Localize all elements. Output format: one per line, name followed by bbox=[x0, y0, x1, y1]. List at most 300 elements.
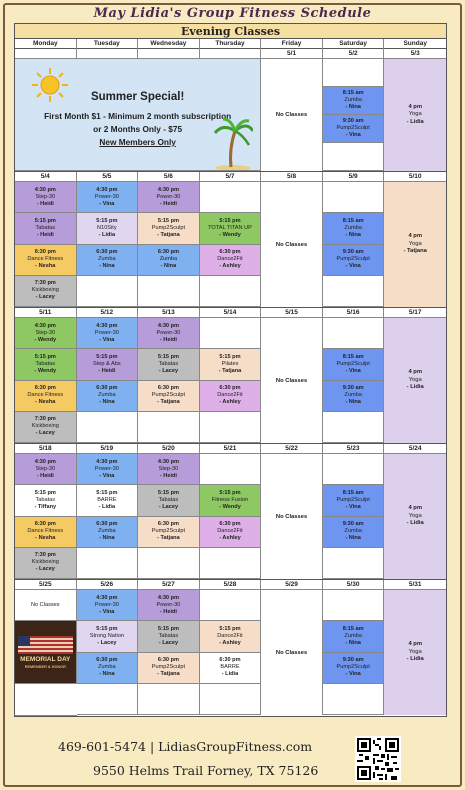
empty-cell bbox=[323, 548, 385, 579]
class-instructor: - Vina bbox=[99, 336, 115, 343]
class-instructor: - Vina bbox=[345, 503, 361, 510]
class-name: Step-30 bbox=[158, 465, 179, 472]
class-time: 6:30 pm bbox=[157, 385, 179, 392]
class-instructor: - Nina bbox=[345, 639, 361, 646]
class-name: N10Sity bbox=[97, 224, 117, 231]
no-classes-label: No Classes bbox=[275, 241, 308, 248]
week-row bbox=[15, 308, 446, 444]
flag-icon bbox=[18, 636, 73, 654]
class-instructor: - Nina bbox=[345, 103, 361, 110]
class-instructor: - Tatjana bbox=[157, 535, 180, 542]
class-cell[interactable] bbox=[77, 653, 139, 684]
class-name: Zumba bbox=[98, 664, 116, 671]
class-time: 5:15 pm bbox=[157, 353, 179, 360]
class-time: 9:30 am bbox=[342, 521, 364, 528]
class-instructor: - Wendy bbox=[219, 503, 241, 510]
class-time: 8:15 am bbox=[342, 217, 364, 224]
class-instructor: - Vina bbox=[345, 131, 361, 138]
class-instructor: - Nina bbox=[345, 399, 361, 406]
date-cell: 5/10 bbox=[384, 172, 446, 182]
class-name: Kickboxing bbox=[31, 559, 59, 566]
no-classes-label: No Classes bbox=[30, 601, 60, 608]
class-time: 5:15 pm bbox=[219, 489, 241, 496]
date-cell: 5/9 bbox=[323, 172, 385, 182]
week-row bbox=[15, 444, 446, 580]
saturday-class-cell[interactable] bbox=[323, 485, 385, 516]
class-time: 5:15 pm bbox=[219, 353, 241, 360]
class-instructor: - Ashley bbox=[219, 639, 241, 646]
empty-cell bbox=[200, 684, 262, 715]
empty-cell bbox=[323, 182, 385, 213]
class-cell[interactable] bbox=[138, 454, 200, 485]
class-cell[interactable] bbox=[15, 454, 77, 485]
date-cell: 5/12 bbox=[77, 308, 139, 318]
class-name: Zumba bbox=[344, 392, 362, 399]
class-time: 4:30 pm bbox=[157, 458, 179, 465]
friday-no-classes bbox=[261, 59, 323, 171]
class-instructor: - Tatjana bbox=[218, 367, 242, 374]
page-title: May Lidia's Group Fitness Schedule bbox=[93, 6, 372, 21]
date-cell: 5/11 bbox=[15, 308, 77, 318]
class-instructor: - Nina bbox=[345, 231, 361, 238]
class-name: Dance Fitness bbox=[27, 256, 64, 263]
empty-cell bbox=[200, 548, 262, 579]
saturday-class-cell[interactable] bbox=[323, 115, 385, 143]
sunday-yoga-cell[interactable] bbox=[384, 318, 446, 443]
schedule-subtitle: Evening Classes bbox=[15, 24, 446, 39]
date-cell: 5/14 bbox=[200, 308, 262, 318]
class-instructor: - Vina bbox=[99, 472, 115, 479]
class-instructor: - Heidi bbox=[36, 231, 54, 238]
class-time: 4 pm bbox=[408, 233, 422, 240]
class-time: 4:30 pm bbox=[96, 186, 118, 193]
class-time: 6:30 pm bbox=[219, 249, 241, 256]
sunday-yoga-cell[interactable] bbox=[384, 590, 446, 715]
promo-heading: Summer Special! bbox=[90, 91, 185, 103]
class-cell[interactable] bbox=[200, 213, 262, 244]
class-name: Power-30 bbox=[156, 193, 181, 200]
class-time: 4:30 pm bbox=[34, 322, 56, 329]
class-time: 5:15 pm bbox=[219, 625, 241, 632]
class-name: Pump2Sculpt bbox=[151, 664, 186, 671]
date-cell: 5/6 bbox=[138, 172, 200, 182]
class-time: 4:30 pm bbox=[157, 322, 179, 329]
class-cell[interactable] bbox=[138, 485, 200, 516]
saturday-class-cell[interactable] bbox=[323, 621, 385, 652]
class-instructor: - Lacey bbox=[35, 430, 55, 437]
friday-no-classes bbox=[261, 182, 323, 307]
class-instructor: - Ashley bbox=[219, 399, 241, 406]
class-name: Step-30 bbox=[35, 329, 56, 336]
class-instructor: - Vina bbox=[345, 671, 361, 678]
class-time: 6:30 pm bbox=[219, 657, 241, 664]
class-instructor: - Heidi bbox=[159, 336, 177, 343]
class-name: Power-30 bbox=[156, 601, 181, 608]
date-cell: 5/27 bbox=[138, 580, 200, 590]
class-cell[interactable] bbox=[15, 318, 77, 349]
no-classes-label: No Classes bbox=[275, 112, 308, 118]
footer-contact: 469-601-5474 | LidiasGroupFitness.com bbox=[58, 739, 313, 754]
promo-line-2: or 2 Months Only - $75 bbox=[93, 124, 183, 134]
class-cell[interactable] bbox=[15, 548, 77, 579]
date-cell: 5/20 bbox=[138, 444, 200, 454]
class-time: 4 pm bbox=[408, 103, 422, 110]
date-cell: 5/22 bbox=[261, 444, 323, 454]
class-instructor: - Tatjana bbox=[157, 671, 180, 678]
class-instructor: - Heidi bbox=[36, 472, 54, 479]
memorial-caption: REMEMBER & HONOR bbox=[24, 664, 66, 669]
date-cell bbox=[200, 49, 262, 59]
class-cell[interactable] bbox=[138, 653, 200, 684]
class-instructor: - Heidi bbox=[159, 200, 177, 207]
day-header-saturday: Saturday bbox=[323, 39, 385, 49]
class-time: 7:30 pm bbox=[34, 416, 56, 423]
class-time: 7:30 pm bbox=[34, 552, 56, 559]
date-cell bbox=[138, 49, 200, 59]
class-name: Power-30 bbox=[94, 465, 119, 472]
class-cell[interactable] bbox=[77, 454, 139, 485]
class-instructor: - Vina bbox=[345, 367, 361, 374]
day-header-thursday: Thursday bbox=[200, 39, 262, 49]
class-name: Dance2Fit bbox=[217, 392, 243, 399]
class-time: 6:30 pm bbox=[157, 657, 179, 664]
class-name: Pump2Sculpt bbox=[151, 392, 186, 399]
no-classes-cell bbox=[15, 590, 77, 621]
footer-address: 9550 Helms Trail Forney, TX 75126 bbox=[93, 763, 319, 778]
class-name: Dance2Fit bbox=[217, 256, 243, 263]
saturday-class-cell[interactable] bbox=[323, 87, 385, 115]
class-time: 5:15 pm bbox=[96, 217, 118, 224]
class-instructor: - Heidi bbox=[36, 200, 54, 207]
class-time: 6:30 pm bbox=[34, 249, 56, 256]
empty-cell bbox=[323, 412, 385, 443]
class-instructor: - Wendy bbox=[34, 336, 57, 343]
class-instructor: - Lidia bbox=[406, 118, 424, 125]
class-name: Pump2Sculpt bbox=[336, 256, 370, 263]
class-name: Yoga bbox=[408, 240, 422, 247]
date-cell: 5/31 bbox=[384, 580, 446, 590]
saturday-class-cell[interactable] bbox=[323, 381, 385, 412]
class-instructor: - Heidi bbox=[159, 608, 177, 615]
class-time: 6:30 pm bbox=[219, 385, 241, 392]
class-time: 8:15 am bbox=[342, 625, 364, 632]
class-time: 4:30 pm bbox=[34, 458, 56, 465]
summer-special-promo bbox=[15, 59, 261, 171]
date-cell: 5/7 bbox=[200, 172, 262, 182]
class-name: Strong Nation bbox=[89, 632, 124, 639]
class-cell[interactable] bbox=[138, 621, 200, 652]
date-cell bbox=[77, 49, 139, 59]
sunday-yoga-cell[interactable] bbox=[384, 59, 446, 171]
class-name: Power-30 bbox=[156, 329, 181, 336]
date-cell: 5/5 bbox=[77, 172, 139, 182]
class-name: Pilates bbox=[221, 360, 239, 367]
class-time: 5:15 pm bbox=[96, 489, 118, 496]
class-name: Pump2Sculpt bbox=[336, 125, 370, 131]
week-row bbox=[15, 49, 446, 172]
date-cell: 5/24 bbox=[384, 444, 446, 454]
class-time: 6:30 pm bbox=[96, 657, 118, 664]
class-cell[interactable] bbox=[77, 349, 139, 380]
class-name: Tabatas bbox=[158, 496, 179, 503]
date-cell: 5/2 bbox=[323, 49, 385, 59]
class-instructor: - Ashley bbox=[219, 263, 241, 270]
class-cell[interactable] bbox=[138, 517, 200, 548]
class-time: 5:15 pm bbox=[34, 353, 56, 360]
qr-code-icon[interactable] bbox=[355, 736, 401, 782]
class-cell[interactable] bbox=[77, 381, 139, 412]
date-cell: 5/4 bbox=[15, 172, 77, 182]
class-instructor: - Lacey bbox=[158, 503, 179, 510]
class-instructor: - Heidi bbox=[159, 472, 177, 479]
empty-cell bbox=[77, 276, 139, 307]
class-cell[interactable] bbox=[15, 412, 77, 443]
class-instructor: - Wendy bbox=[34, 367, 57, 374]
week-row bbox=[15, 172, 446, 308]
class-cell[interactable] bbox=[138, 590, 200, 621]
saturday-class-cell[interactable] bbox=[323, 245, 385, 276]
class-time: 6:30 pm bbox=[157, 521, 179, 528]
empty-cell bbox=[323, 318, 385, 349]
empty-cell bbox=[138, 276, 200, 307]
day-header-monday: Monday bbox=[15, 39, 77, 49]
class-time: 7:30 pm bbox=[34, 280, 56, 287]
date-cell: 5/8 bbox=[261, 172, 323, 182]
class-cell[interactable] bbox=[138, 349, 200, 380]
day-header-sunday: Sunday bbox=[403, 40, 427, 47]
class-cell[interactable] bbox=[77, 485, 139, 516]
class-instructor: - Lidia bbox=[406, 520, 424, 527]
empty-cell bbox=[138, 684, 200, 715]
class-cell[interactable] bbox=[15, 182, 77, 213]
saturday-class-cell[interactable] bbox=[323, 349, 385, 380]
empty-cell bbox=[200, 182, 262, 213]
class-name: Step-30 bbox=[35, 465, 56, 472]
class-time: 6:30 pm bbox=[34, 385, 56, 392]
class-instructor: - Lidia bbox=[406, 384, 424, 391]
class-time: 5:15 pm bbox=[157, 489, 179, 496]
class-instructor: - Lacey bbox=[35, 566, 55, 573]
class-instructor: - Lacey bbox=[35, 294, 55, 301]
class-time: 4 pm bbox=[408, 505, 422, 512]
no-classes-label: No Classes bbox=[275, 649, 308, 656]
empty-cell bbox=[323, 59, 385, 87]
class-name: Pump2Sculpt bbox=[151, 224, 186, 231]
class-instructor: - Nina bbox=[160, 263, 177, 270]
day-header-friday: Friday bbox=[261, 39, 323, 49]
class-time: 4 pm bbox=[408, 641, 422, 648]
class-name: Zumba bbox=[344, 528, 362, 535]
date-cell: 5/18 bbox=[15, 444, 77, 454]
empty-cell bbox=[200, 318, 262, 349]
empty-cell bbox=[323, 454, 385, 485]
class-cell[interactable] bbox=[15, 485, 77, 516]
empty-cell bbox=[200, 454, 262, 485]
class-name: TOTAL TITAN UP bbox=[208, 224, 252, 231]
class-time: 8:15 am bbox=[342, 353, 364, 360]
class-cell[interactable] bbox=[15, 349, 77, 380]
class-name: Zumba bbox=[98, 528, 116, 535]
class-name: Power-30 bbox=[94, 193, 119, 200]
class-time: 6:30 pm bbox=[157, 249, 179, 256]
class-instructor: - Vina bbox=[99, 608, 115, 615]
class-instructor: - Nina bbox=[99, 263, 115, 270]
class-cell[interactable] bbox=[15, 245, 77, 276]
promo-line-1: First Month $1 - Minimum 2 month subscription bbox=[44, 111, 232, 121]
sunday-yoga-cell[interactable] bbox=[384, 182, 446, 307]
date-cell: 5/1 bbox=[261, 49, 323, 59]
date-cell: 5/3 bbox=[384, 49, 446, 59]
class-name: Yoga bbox=[408, 111, 422, 118]
class-instructor: - Lacey bbox=[158, 639, 179, 646]
class-name: Fitness Fusion bbox=[211, 496, 249, 503]
class-instructor: - Lidia bbox=[98, 231, 116, 238]
class-name: Step-30 bbox=[35, 193, 56, 200]
class-cell[interactable] bbox=[138, 381, 200, 412]
date-cell: 5/15 bbox=[261, 308, 323, 318]
class-time: 6:30 pm bbox=[96, 385, 118, 392]
class-time: 8:15 am bbox=[342, 489, 364, 496]
empty-cell bbox=[15, 715, 77, 716]
promo-line-3: New Members Only bbox=[99, 137, 176, 147]
class-time: 5:15 pm bbox=[34, 217, 56, 224]
class-name: Zumba bbox=[98, 256, 116, 263]
class-cell[interactable] bbox=[200, 517, 262, 548]
date-cell: 5/28 bbox=[200, 580, 262, 590]
class-instructor: - Vina bbox=[345, 263, 361, 270]
class-name: Tabatas bbox=[35, 496, 56, 503]
date-cell: 5/16 bbox=[323, 308, 385, 318]
empty-cell bbox=[77, 412, 139, 443]
class-instructor: - Vina bbox=[99, 200, 115, 207]
date-cell: 5/23 bbox=[323, 444, 385, 454]
class-cell[interactable] bbox=[77, 182, 139, 213]
class-instructor: - Wendy bbox=[219, 231, 241, 238]
palm-tree-icon bbox=[213, 117, 253, 171]
class-name: Tabatas bbox=[35, 360, 56, 367]
class-time: 5:15 pm bbox=[157, 625, 179, 632]
class-name: Zumba bbox=[98, 392, 116, 399]
class-instructor: - Tatjana bbox=[403, 248, 427, 255]
class-instructor: - Nesha bbox=[35, 263, 56, 270]
class-name: Kickboxing bbox=[31, 423, 59, 430]
class-time: 5:15 pm bbox=[96, 353, 118, 360]
class-name: Yoga bbox=[408, 512, 422, 519]
class-cell[interactable] bbox=[200, 621, 262, 652]
class-instructor: - Lacey bbox=[97, 639, 117, 646]
class-instructor: - Lidia bbox=[221, 671, 239, 678]
class-instructor: - Tatjana bbox=[157, 399, 180, 406]
no-classes-label: No Classes bbox=[275, 377, 308, 384]
empty-cell bbox=[138, 548, 200, 579]
class-time: 9:30 am bbox=[342, 249, 364, 256]
class-time: 5:15 pm bbox=[96, 625, 118, 632]
class-time: 4:30 pm bbox=[157, 594, 179, 601]
class-cell[interactable] bbox=[200, 653, 262, 684]
class-cell[interactable] bbox=[200, 381, 262, 412]
class-instructor: - Ashley bbox=[219, 535, 241, 542]
class-name: Pump2Sculpt bbox=[336, 360, 370, 367]
class-instructor: - Tatjana bbox=[157, 231, 180, 238]
class-cell[interactable] bbox=[138, 213, 200, 244]
class-name: Step & Abs bbox=[93, 360, 121, 367]
class-cell[interactable] bbox=[15, 517, 77, 548]
class-cell[interactable] bbox=[138, 245, 200, 276]
day-header-tuesday: Tuesday bbox=[77, 39, 139, 49]
memorial-day-banner bbox=[15, 621, 77, 684]
class-cell[interactable] bbox=[77, 318, 139, 349]
class-name: Zumba bbox=[344, 224, 362, 231]
saturday-class-cell[interactable] bbox=[323, 653, 385, 684]
empty-cell bbox=[323, 590, 385, 621]
class-cell[interactable] bbox=[138, 182, 200, 213]
class-cell[interactable] bbox=[200, 349, 262, 380]
class-cell[interactable] bbox=[15, 213, 77, 244]
class-name: Zumba bbox=[344, 97, 362, 103]
class-cell[interactable] bbox=[200, 485, 262, 516]
class-name: BARRE bbox=[220, 664, 240, 671]
class-cell[interactable] bbox=[200, 245, 262, 276]
class-time: 4:30 pm bbox=[34, 186, 56, 193]
class-time: 6:30 pm bbox=[96, 249, 118, 256]
class-time: 6:30 pm bbox=[219, 521, 241, 528]
class-time: 6:30 pm bbox=[96, 521, 118, 528]
class-cell[interactable] bbox=[15, 276, 77, 307]
class-cell[interactable] bbox=[77, 213, 139, 244]
friday-no-classes bbox=[261, 318, 323, 443]
date-cell: 5/29 bbox=[261, 580, 323, 590]
date-cell: 5/21 bbox=[200, 444, 262, 454]
class-cell[interactable] bbox=[138, 318, 200, 349]
date-cell: 5/17 bbox=[384, 308, 446, 318]
friday-no-classes bbox=[261, 454, 323, 579]
class-cell[interactable] bbox=[77, 517, 139, 548]
class-instructor: - Nina bbox=[99, 671, 115, 678]
saturday-class-cell[interactable] bbox=[323, 213, 385, 244]
class-name: Dance2Fit bbox=[217, 632, 243, 639]
class-cell[interactable] bbox=[15, 381, 77, 412]
empty-cell bbox=[77, 548, 139, 579]
class-name: Zumba bbox=[159, 256, 178, 263]
no-classes-label: No Classes bbox=[275, 513, 308, 520]
class-name: Dance Fitness bbox=[27, 528, 64, 535]
class-time: 4 pm bbox=[408, 369, 422, 376]
class-name: Tabatas bbox=[158, 360, 179, 367]
class-time: 5:15 pm bbox=[157, 217, 179, 224]
class-time: 4:30 pm bbox=[96, 594, 118, 601]
class-time: 9:30 am bbox=[342, 385, 364, 392]
class-time: 4:30 pm bbox=[96, 458, 118, 465]
empty-cell bbox=[323, 684, 385, 715]
class-cell[interactable] bbox=[77, 621, 139, 652]
sunday-yoga-cell[interactable] bbox=[384, 454, 446, 579]
class-instructor: - Nina bbox=[345, 535, 361, 542]
class-instructor: - Nina bbox=[99, 535, 115, 542]
class-instructor: - Lidia bbox=[406, 656, 424, 663]
class-cell[interactable] bbox=[77, 245, 139, 276]
class-name: Dance Fitness bbox=[27, 392, 64, 399]
schedule-grid bbox=[14, 23, 447, 717]
class-time: 9:30 am bbox=[342, 657, 364, 664]
class-instructor: - Heidi bbox=[98, 367, 116, 374]
class-name: Kickboxing bbox=[31, 287, 59, 294]
class-cell[interactable] bbox=[77, 590, 139, 621]
day-header-row bbox=[15, 39, 446, 49]
friday-no-classes bbox=[261, 590, 323, 715]
empty-cell bbox=[323, 276, 385, 307]
empty-cell bbox=[77, 684, 139, 715]
saturday-class-cell[interactable] bbox=[323, 517, 385, 548]
